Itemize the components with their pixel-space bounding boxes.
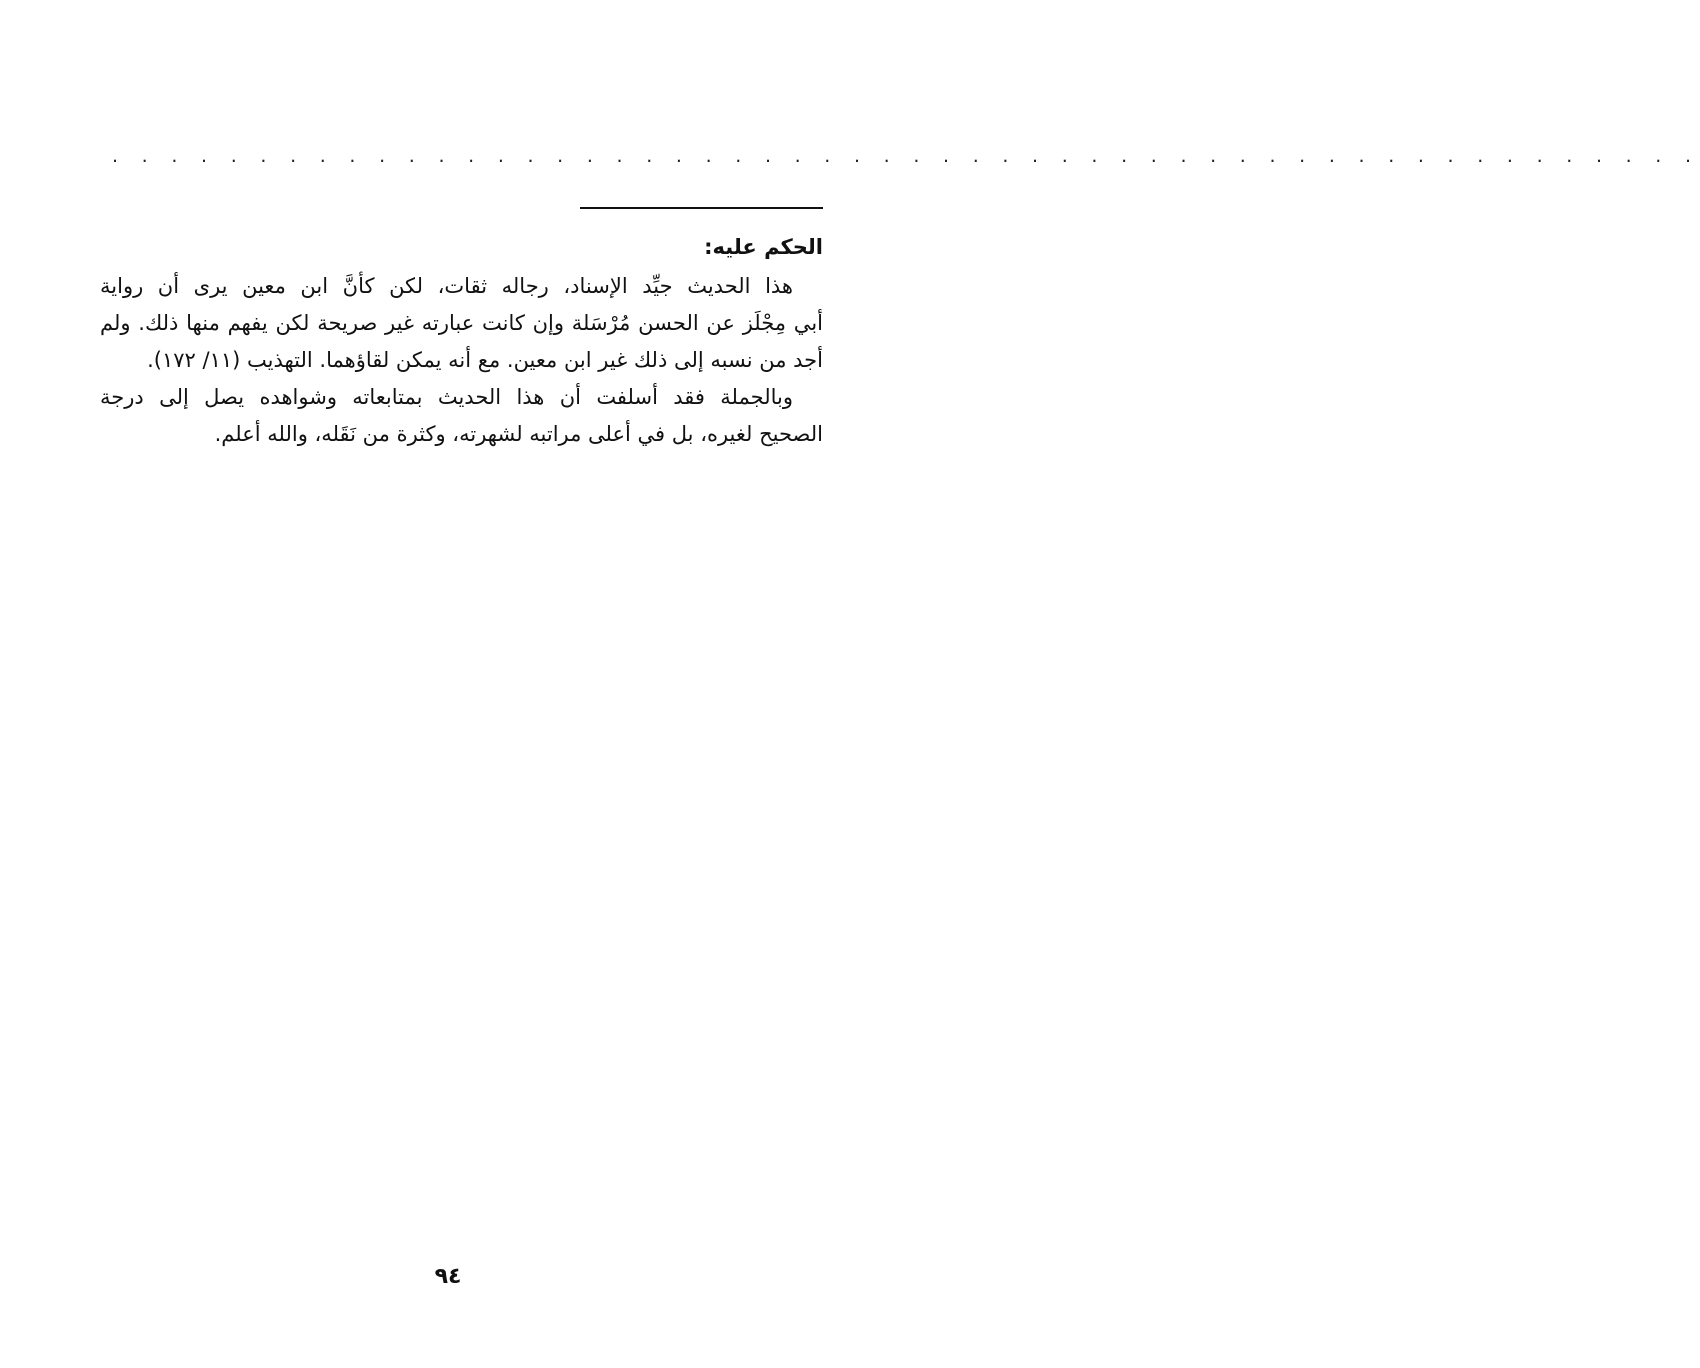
paragraph-2-line-1 bbox=[100, 379, 823, 416]
section-heading: الحكم عليه: bbox=[704, 235, 823, 259]
paragraph-1 bbox=[100, 268, 823, 379]
paragraph-2-line-2: الصحيح لغيره، بل في أعلى مراتبه لشهرته، وكثرة من نَقَله، والله أعلم. bbox=[214, 422, 823, 446]
main-text-block bbox=[100, 232, 823, 453]
paragraph-2-line-1-text: وبالجملة فقد أسلفت أن هذا الحديث بمتابعاته وشواهده يصل إلى درجة bbox=[100, 385, 793, 409]
paragraph-2 bbox=[100, 379, 823, 453]
paragraph-1-line-2: أبي مِجْلَز عن الحسن مُرْسَلة وإن كانت عبارته غير صريحة لكن يفهم منها ذلك. ولم bbox=[100, 311, 823, 335]
dotted-separator: . . . . . . . . . . . . . . . . . . . . . . . . . . . . . . . . . . . . . . . . . . . . . . . . . . . . . . bbox=[112, 145, 1700, 167]
paragraph-1-line-1 bbox=[100, 268, 823, 305]
paragraph-1-line-1-text: هذا الحديث جيِّد الإسناد، رجاله ثقات، لكن كأنَّ ابن معين يرى أن رواية bbox=[100, 274, 793, 298]
paragraph-1-line-3: أجد من نسبه إلى ذلك غير ابن معين. مع أنه يمكن لقاؤهما. التهذيب (١١/ ١٧٢). bbox=[147, 348, 823, 372]
footnote-rule bbox=[580, 207, 823, 209]
page-number: ٩٤ bbox=[434, 1264, 462, 1289]
